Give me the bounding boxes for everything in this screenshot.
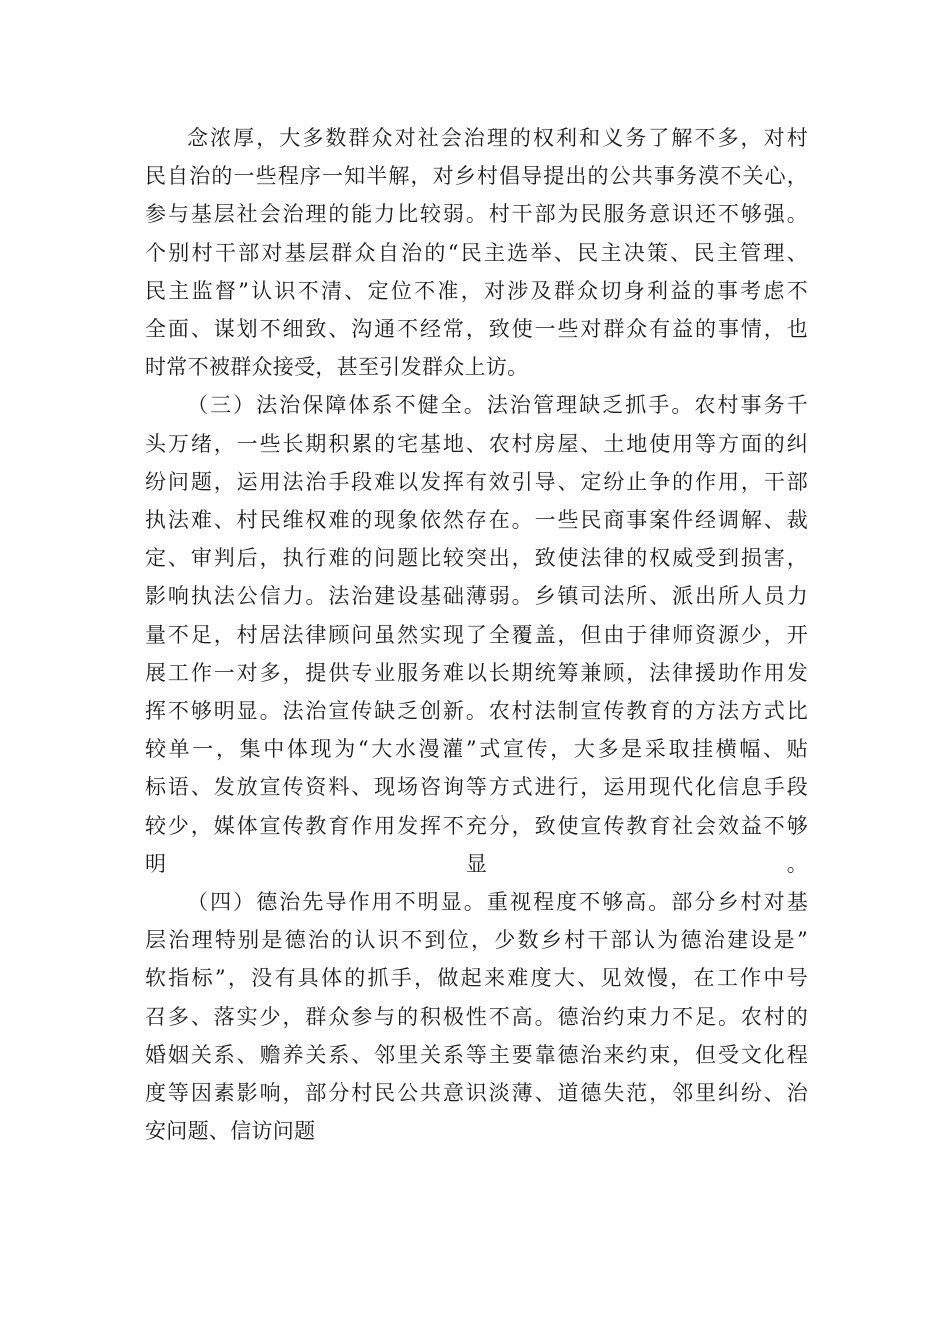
section-heading-line: （三）法治保障体系不健全。法治管理缺乏抓手。农村事务千 xyxy=(187,393,808,418)
paragraph-villager-autonomy xyxy=(145,119,808,386)
paragraph-rule-of-virtue xyxy=(145,883,808,1150)
text-line: 较单一，集中体现为“大水漫灌”式宣传，大多是采取挂横幅、贴 xyxy=(145,737,808,762)
text-line: 度等因素影响，部分村民公共意识淡薄、道德失范，邻里纠纷、治 xyxy=(145,1081,808,1106)
text-line: 较少，媒体宣传教育作用发挥不充分，致使宣传教育社会效益不够 xyxy=(145,813,808,838)
text-line: 软指标”，没有具体的抓手，做起来难度大、见效慢，在工作中号 xyxy=(145,966,808,991)
text-line: 民主监督”认识不清、定位不准，对涉及群众切身利益的事考虑不 xyxy=(145,278,808,303)
text-line: 明显。 xyxy=(145,851,808,876)
text-line: 影响执法公信力。法治建设基础薄弱。乡镇司法所、派出所人员力 xyxy=(145,584,808,609)
text-line: 标语、发放宣传资料、现场咨询等方式进行，运用现代化信息手段 xyxy=(145,775,808,800)
text-line: 参与基层社会治理的能力比较弱。村干部为民服务意识还不够强。 xyxy=(145,202,808,227)
text-line: 念浓厚，大多数群众对社会治理的权利和义务了解不多，对村 xyxy=(187,126,808,150)
text-line: 全面、谋划不细致、沟通不经常，致使一些对群众有益的事情，也 xyxy=(145,317,808,342)
text-line: 挥不够明显。法治宣传缺乏创新。农村法制宣传教育的方法方式比 xyxy=(145,699,808,724)
text-line: 民自治的一些程序一知半解，对乡村倡导提出的公共事务漠不关心， xyxy=(145,164,808,189)
text-line: 量不足，村居法律顾问虽然实现了全覆盖，但由于律师资源少，开 xyxy=(145,622,808,647)
text-line: 纷问题，运用法治手段难以发挥有效引导、定纷止争的作用，干部 xyxy=(145,469,808,494)
text-line: 安问题、信访问题 xyxy=(145,1119,316,1144)
text-line: 层治理特别是德治的认识不到位，少数乡村干部认为德治建设是” xyxy=(145,928,808,953)
text-line: 时常不被群众接受，甚至引发群众上访。 xyxy=(145,355,529,380)
text-line: 个别村干部对基层群众自治的“民主选举、民主决策、民主管理、 xyxy=(145,240,808,265)
text-line: 执法难、村民维权难的现象依然存在。一些民商事案件经调解、裁 xyxy=(145,508,808,533)
paragraph-rule-of-law xyxy=(145,386,808,883)
body-text xyxy=(145,119,808,1150)
text-line: 头万绪，一些长期积累的宅基地、农村房屋、土地使用等方面的纠 xyxy=(145,431,808,456)
section-heading-line: （四）德治先导作用不明显。重视程度不够高。部分乡村对基 xyxy=(187,890,808,915)
text-line: 召多、落实少，群众参与的积极性不高。德治约束力不足。农村的 xyxy=(145,1004,808,1029)
text-line: 婚姻关系、赡养关系、邻里关系等主要靠德治来约束，但受文化程 xyxy=(145,1042,808,1067)
text-line: 定、审判后，执行难的问题比较突出，致使法律的权威受到损害， xyxy=(145,546,808,571)
text-line: 展工作一对多，提供专业服务难以长期统筹兼顾，法律援助作用发 xyxy=(145,660,808,685)
